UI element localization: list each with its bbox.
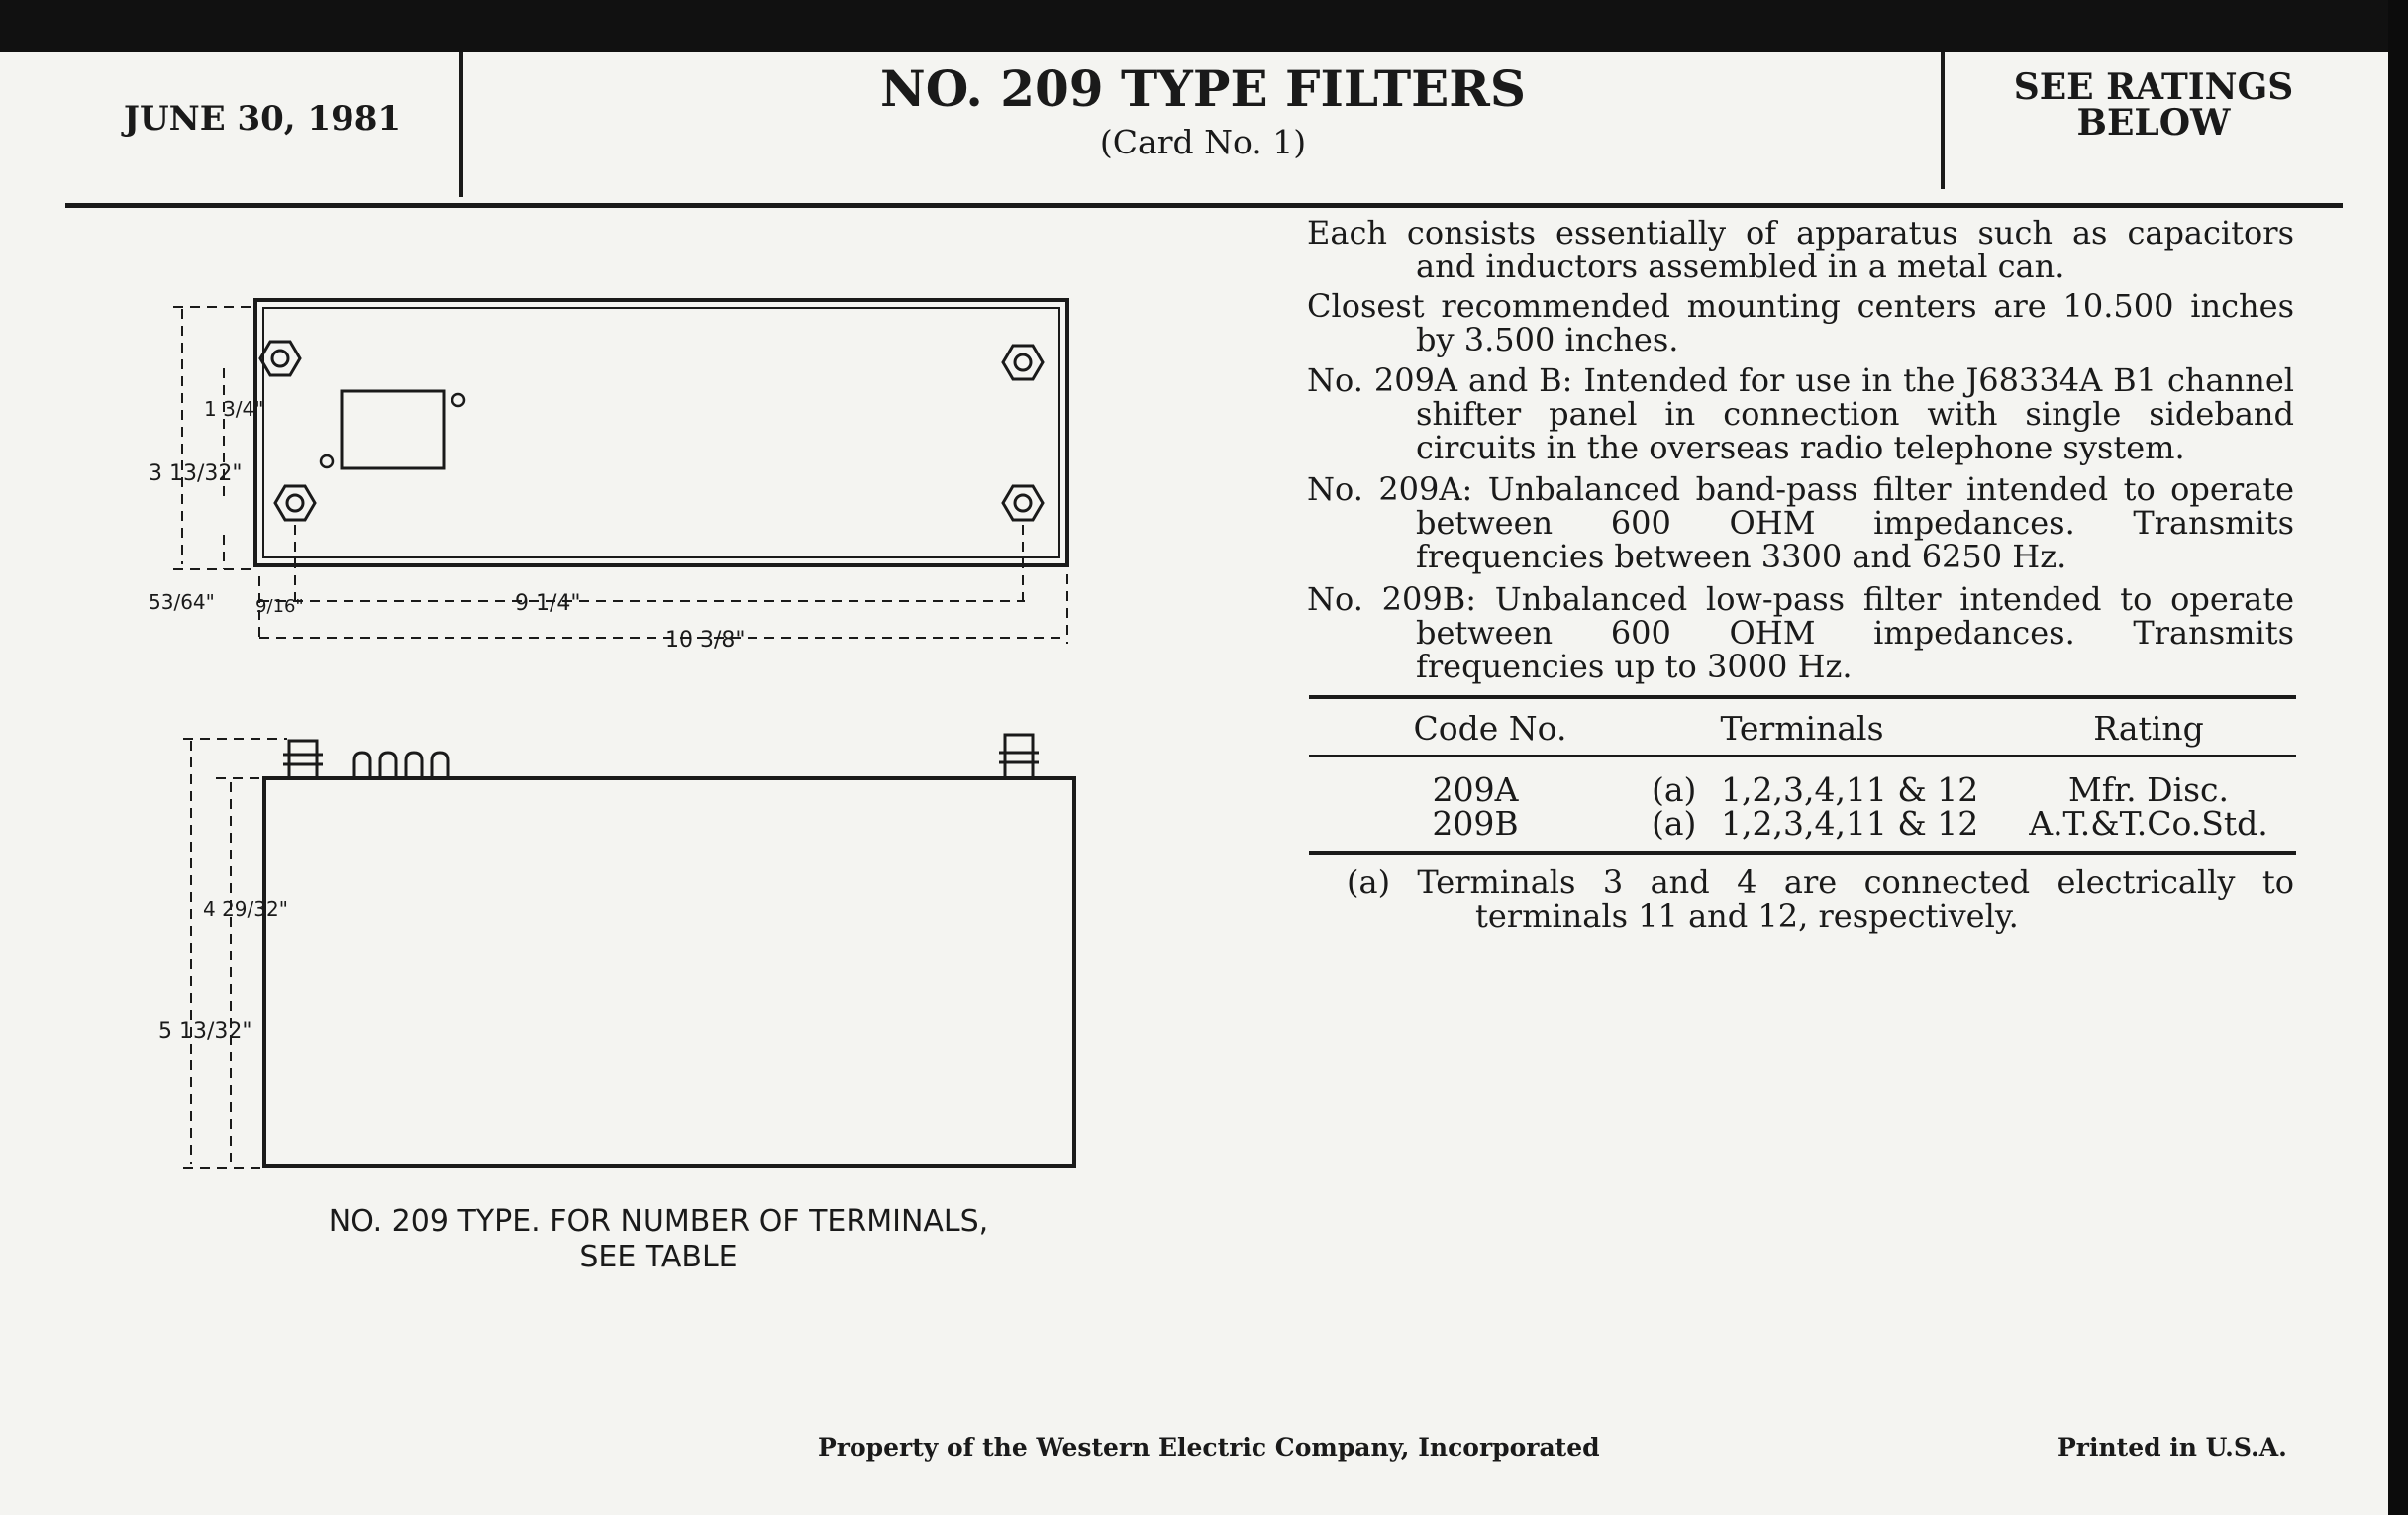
table-cell-rating: A.T.&T.Co.Std. (2029, 804, 2268, 843)
page-title: NO. 209 TYPE FILTERS (880, 59, 1526, 118)
description-paragraph: Each consists essentially of apparatus such as capacitors and inductors assembled in a metal can. (1307, 214, 2294, 285)
description-paragraph: No. 209B: Unbalanced low-pass filter intended to operate between 600 OHM impedances. Transmits frequencies up to 3000 Hz. (1307, 580, 2294, 685)
dim-terminal-spacing: 1 3/4" (204, 397, 264, 421)
dim-offset: 53/64" (149, 590, 215, 614)
top-view-can (255, 300, 1067, 565)
table-cell-note: (a) (1652, 770, 1697, 809)
card-date: JUNE 30, 1981 (123, 99, 402, 139)
column-header-rating: Rating (2093, 709, 2204, 748)
description-paragraph: No. 209A and B: Intended for use in the J68334A B1 channel shifter panel in connection with single sideband circuits in the overseas radio telephone system. (1307, 361, 2294, 466)
mounting-nut-icon (260, 342, 300, 375)
dim-can-height: 4 29/32" (203, 897, 288, 921)
table-cell-terminals: 1,2,3,4,11 & 12 (1721, 804, 1979, 843)
column-header-code: Code No. (1413, 709, 1567, 748)
table-footnote: (a) Terminals 3 and 4 are connected electrically to terminals 11 and 12, respectively. (1347, 863, 2294, 935)
ratings-note (1946, 66, 2361, 144)
table-bottom-rule (1309, 851, 2296, 855)
ratings-line-1: SEE RATINGS (2013, 66, 2294, 108)
terminal-pins (354, 753, 448, 778)
mounting-nut-icon (1003, 486, 1043, 520)
table-cell-rating: Mfr. Disc. (2067, 770, 2230, 809)
table-cell-code: 209A (1432, 770, 1519, 809)
table-cell-note: (a) (1652, 804, 1697, 843)
dim-length: 10 3/8" (665, 628, 746, 653)
side-view-can (264, 778, 1074, 1166)
table-cell-code: 209B (1432, 804, 1519, 843)
drawing-caption (248, 1204, 1069, 1275)
mounting-nut-icon (1003, 346, 1043, 379)
terminal-stud-icon (283, 741, 323, 778)
description-paragraph: Closest recommended mounting centers are 10.500 inches by 3.500 inches. (1307, 287, 2294, 358)
caption-line-1: NO. 209 TYPE. FOR NUMBER OF TERMINALS, (328, 1204, 989, 1239)
column-header-terminals: Terminals (1720, 709, 1884, 748)
dim-height-top: 3 13/32" (149, 461, 243, 486)
card-number: (Card No. 1) (1099, 123, 1307, 161)
mounting-nut-icon (275, 486, 315, 520)
caption-line-2: SEE TABLE (579, 1240, 738, 1274)
header-divider-right (1941, 52, 1945, 189)
scan-edge (2388, 0, 2408, 1515)
table-header-rule (1309, 755, 2296, 758)
filter-drawing (0, 0, 1188, 1188)
table-cell-terminals: 1,2,3,4,11 & 12 (1721, 770, 1979, 809)
dim-edge: 9/16" (255, 596, 304, 617)
footer-property: Property of the Western Electric Company, Incorporated (818, 1433, 1600, 1462)
footer-printed: Printed in U.S.A. (2057, 1433, 2287, 1462)
table-top-rule (1309, 695, 2296, 699)
description-paragraph: No. 209A: Unbalanced band-pass filter intended to operate between 600 OHM impedances. Transmits frequencies between 3300 and 6250 Hz. (1307, 470, 2294, 575)
terminal-block (342, 391, 444, 468)
terminal-stud-icon (999, 735, 1039, 778)
dim-centers: 9 1/4" (515, 591, 581, 616)
ratings-line-2: BELOW (2076, 102, 2231, 144)
dim-total-height: 5 13/32" (158, 1019, 252, 1044)
